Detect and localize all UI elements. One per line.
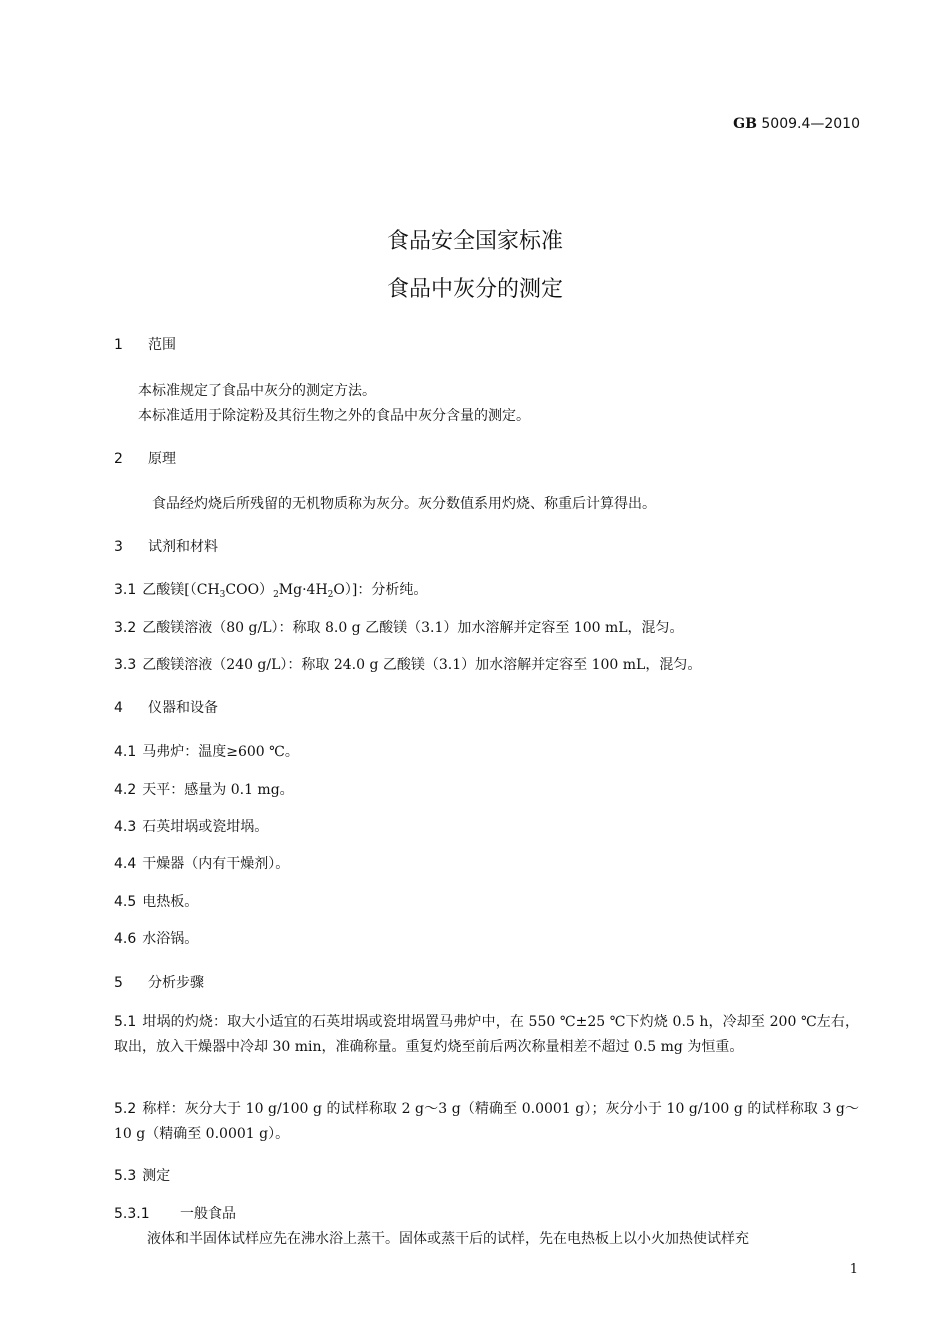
section-title: 试剂和材料 <box>148 539 218 555</box>
section-2-heading <box>114 448 176 468</box>
item-text: 坩埚的灼烧：取大小适宜的石英坩埚或瓷坩埚置马弗炉中，在 550 ℃±25 ℃下灼烧 0.5 h，冷却至 200 ℃左右，取出，放入干燥器中冷却 30 min，准确称量。重复灼烧至前后两次称量相差不超过 0.5 mg 为恒重。 <box>114 1014 859 1055</box>
item-number: 4.5 <box>114 894 137 910</box>
section-number: 5 <box>114 975 123 991</box>
item-text: 电热板。 <box>142 894 199 910</box>
s1-paragraph-1: 本标准规定了食品中灰分的测定方法。 <box>138 383 376 399</box>
subscript: 2 <box>327 590 334 600</box>
item-number: 4.2 <box>114 782 137 798</box>
item-number: 4.1 <box>114 744 137 760</box>
item-5-3 <box>114 1165 170 1185</box>
s1-paragraph-2: 本标准适用于除淀粉及其衍生物之外的食品中灰分含量的测定。 <box>138 408 530 424</box>
section-3-heading <box>114 536 218 556</box>
item-text: 水浴锅。 <box>142 931 199 947</box>
item-text: 天平：感量为 0.1 mg。 <box>142 782 294 798</box>
item-number: 4.4 <box>114 856 137 872</box>
subscript: 3 <box>219 590 226 600</box>
item-text: 测定 <box>142 1168 171 1184</box>
std-prefix: GB <box>733 116 757 132</box>
standard-number <box>733 116 860 132</box>
item-number: 3.1 <box>114 582 137 598</box>
section-number: 4 <box>114 700 123 716</box>
formula-part: Mg·4H <box>278 582 328 598</box>
item-number: 3.2 <box>114 620 137 636</box>
s2-paragraph-1: 食品经灼烧后所残留的无机物质称为灰分。灰分数值系用灼烧、称重后计算得出。 <box>152 496 656 512</box>
section-title: 原理 <box>148 451 176 467</box>
item-4-5 <box>114 891 198 911</box>
section-title: 分析步骤 <box>148 975 204 991</box>
item-5-1 <box>114 1010 859 1060</box>
item-title: 一般食品 <box>180 1206 236 1222</box>
item-text: 乙酸镁溶液（80 g/L）：称取 8.0 g 乙酸镁（3.1）加水溶解并定容至 100 mL，混匀。 <box>142 620 684 636</box>
item-text: 马弗炉：温度≥600 ℃。 <box>142 744 299 760</box>
section-5-heading <box>114 972 204 992</box>
item-number: 3.3 <box>114 657 137 673</box>
item-4-3 <box>114 816 268 836</box>
item-4-6 <box>114 928 198 948</box>
formula-part: COO） <box>225 582 274 598</box>
item-5-3-1-heading <box>114 1203 236 1223</box>
item-number: 5.3.1 <box>114 1206 150 1222</box>
section-number: 1 <box>114 337 123 353</box>
item-4-4 <box>114 853 289 873</box>
section-number: 3 <box>114 539 123 555</box>
item-4-2 <box>114 779 294 799</box>
item-3-2 <box>114 617 684 637</box>
item-text: 称样：灰分大于 10 g/100 g 的试样称取 2 g～3 g（精确至 0.0001 g）；灰分小于 10 g/100 g 的试样称取 3 g～10 g（精确至 0.0001 g）。 <box>114 1101 859 1142</box>
subscript: 2 <box>273 590 279 600</box>
section-title: 仪器和设备 <box>148 700 218 716</box>
item-number: 5.2 <box>114 1101 137 1117</box>
item-4-1 <box>114 741 299 761</box>
item-5-2 <box>114 1097 859 1147</box>
formula-part: O）]：分析纯。 <box>333 582 428 598</box>
item-5-3-1-text: 液体和半固体试样应先在沸水浴上蒸干。固体或蒸干后的试样，先在电热板上以小火加热使试样充 <box>147 1231 749 1247</box>
item-3-3 <box>114 654 701 674</box>
section-title: 范围 <box>148 337 176 353</box>
section-1-heading <box>114 334 176 354</box>
section-4-heading <box>114 697 218 717</box>
item-number: 5.3 <box>114 1168 137 1184</box>
item-number: 4.6 <box>114 931 137 947</box>
std-code: 5009.4—2010 <box>761 116 860 132</box>
item-3-1 <box>114 579 427 600</box>
title-line-2: 食品中灰分的测定 <box>386 277 563 302</box>
item-text: 乙酸镁溶液（240 g/L）：称取 24.0 g 乙酸镁（3.1）加水溶解并定容至 100 mL，混匀。 <box>142 657 702 673</box>
item-text: 石英坩埚或瓷坩埚。 <box>142 819 269 835</box>
item-number: 5.1 <box>114 1014 137 1030</box>
page-number: 1 <box>849 1262 858 1277</box>
title-line-1: 食品安全国家标准 <box>386 229 563 254</box>
formula-part: 乙酸镁[（CH <box>142 582 220 598</box>
section-number: 2 <box>114 451 123 467</box>
item-text: 干燥器（内有干燥剂）。 <box>142 856 290 872</box>
item-number: 4.3 <box>114 819 137 835</box>
